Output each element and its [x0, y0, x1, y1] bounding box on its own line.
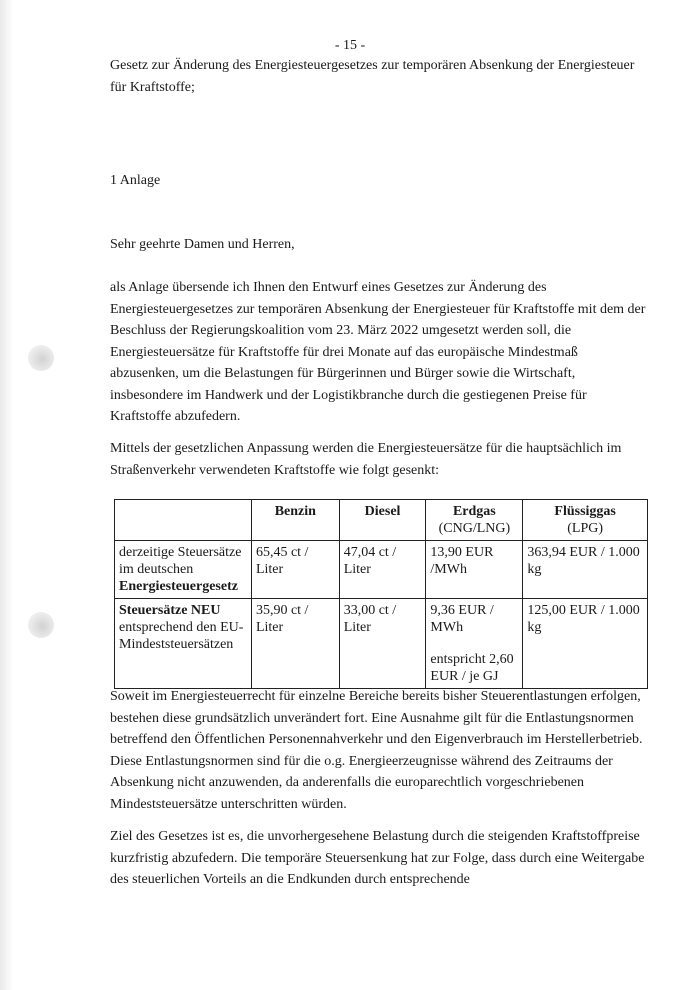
header-erdgas-sub: (CNG/LNG): [438, 521, 511, 536]
cell-new-diesel: 33,00 ct / Liter: [339, 599, 426, 689]
cell-new-erdgas: 9,36 EUR / MWh entspricht 2,60 EUR / je GJ: [426, 599, 523, 689]
page-number: - 15 -: [334, 38, 366, 53]
punch-hole-top: [28, 345, 54, 371]
cell-current-benzin: 65,45 ct / Liter: [251, 541, 339, 599]
erdgas-gj-note: entspricht 2,60 EUR / je GJ: [430, 652, 514, 684]
header-empty-cell: [115, 500, 252, 541]
tax-rate-table: [114, 499, 648, 689]
punch-hole-bottom: [28, 612, 54, 638]
table-row-new-rates: [115, 599, 648, 689]
header-diesel: Diesel: [339, 500, 426, 541]
header-fluessiggas-sub: (LPG): [567, 521, 604, 536]
paragraph-intro: als Anlage übersende ich Ihnen den Entwurf eines Gesetzes zur Änderung des Energiesteuergesetzes zur temporären Absenkung der Energiesteuer für Kraftstoffe mit dem der Beschluss der Regierungskoalition vom 23. März 2022 umgesetzt werden soll, die Energiesteuersätze für Kraftstoffe für drei Monate auf das europäische Mindestmaß abzusenken, um die Belastungen für Bürgerinnen und Bürger sowie die Wirtschaft, insbesondere im Handwerk und der Logistikbranche durch die gestiegenen Preise für Kraftstoffe abzufedern.: [110, 280, 646, 424]
cell-current-erdgas: 13,90 EUR /MWh: [426, 541, 523, 599]
scan-edge-shadow: [0, 0, 14, 990]
paragraph-exceptions: Soweit im Energiesteuerrecht für einzelne Bereiche bereits bisher Steuerentlastungen erfolgen, bestehen diese grundsätzlich unverändert fort. Eine Ausnahme gilt für die Entlastungsnormen betreffend den Öffentlichen Personennahverkehr und den Eigenverbrauch im Herstellerbetrieb. Diese Entlastungsnormen sind für die o.g. Energieerzeugnisse während des Zeitraums der Absenkung nicht anzuwenden, da anderenfalls die europarechtlich vorgeschriebenen Mindeststeuersätze unterschritten würden.: [110, 689, 643, 812]
table-header-row: [115, 500, 648, 541]
cell-new-benzin: 35,90 ct / Liter: [251, 599, 339, 689]
cell-current-diesel: 47,04 ct / Liter: [339, 541, 426, 599]
attachment-note: 1 Anlage: [110, 173, 161, 188]
header-benzin: Benzin: [251, 500, 339, 541]
document-title: Gesetz zur Änderung des Energiesteuergesetzes zur temporären Absenkung der Energiesteuer für Kraftstoffe;: [110, 58, 635, 95]
header-fluessiggas: Flüssiggas (LPG): [523, 500, 648, 541]
salutation: Sehr geehrte Damen und Herren,: [110, 237, 295, 252]
cell-current-fluessiggas: 363,94 EUR / 1.000 kg: [523, 541, 648, 599]
paragraph-adjustment: Mittels der gesetzlichen Anpassung werden die Energiesteuersätze für die hauptsächlich im Straßenverkehr verwendeten Kraftstoffe wie folgt gesenkt:: [110, 441, 622, 478]
cell-new-fluessiggas: 125,00 EUR / 1.000 kg: [523, 599, 648, 689]
row-label-new: Steuersätze NEU entsprechend den EU-Mindeststeuersätzen: [115, 599, 252, 689]
table-row-current-rates: [115, 541, 648, 599]
header-erdgas: Erdgas (CNG/LNG): [426, 500, 523, 541]
row-label-current: derzeitige Steuersätze im deutschen Energiesteuergesetz: [115, 541, 252, 599]
paragraph-goal: Ziel des Gesetzes ist es, die unvorhergesehene Belastung durch die steigenden Kraftstoffpreise kurzfristig abzufedern. Die temporäre Steuersenkung hat zur Folge, dass durch eine Weitergabe des steuerlichen Vorteils an die Endkunden durch entsprechende: [110, 829, 645, 887]
